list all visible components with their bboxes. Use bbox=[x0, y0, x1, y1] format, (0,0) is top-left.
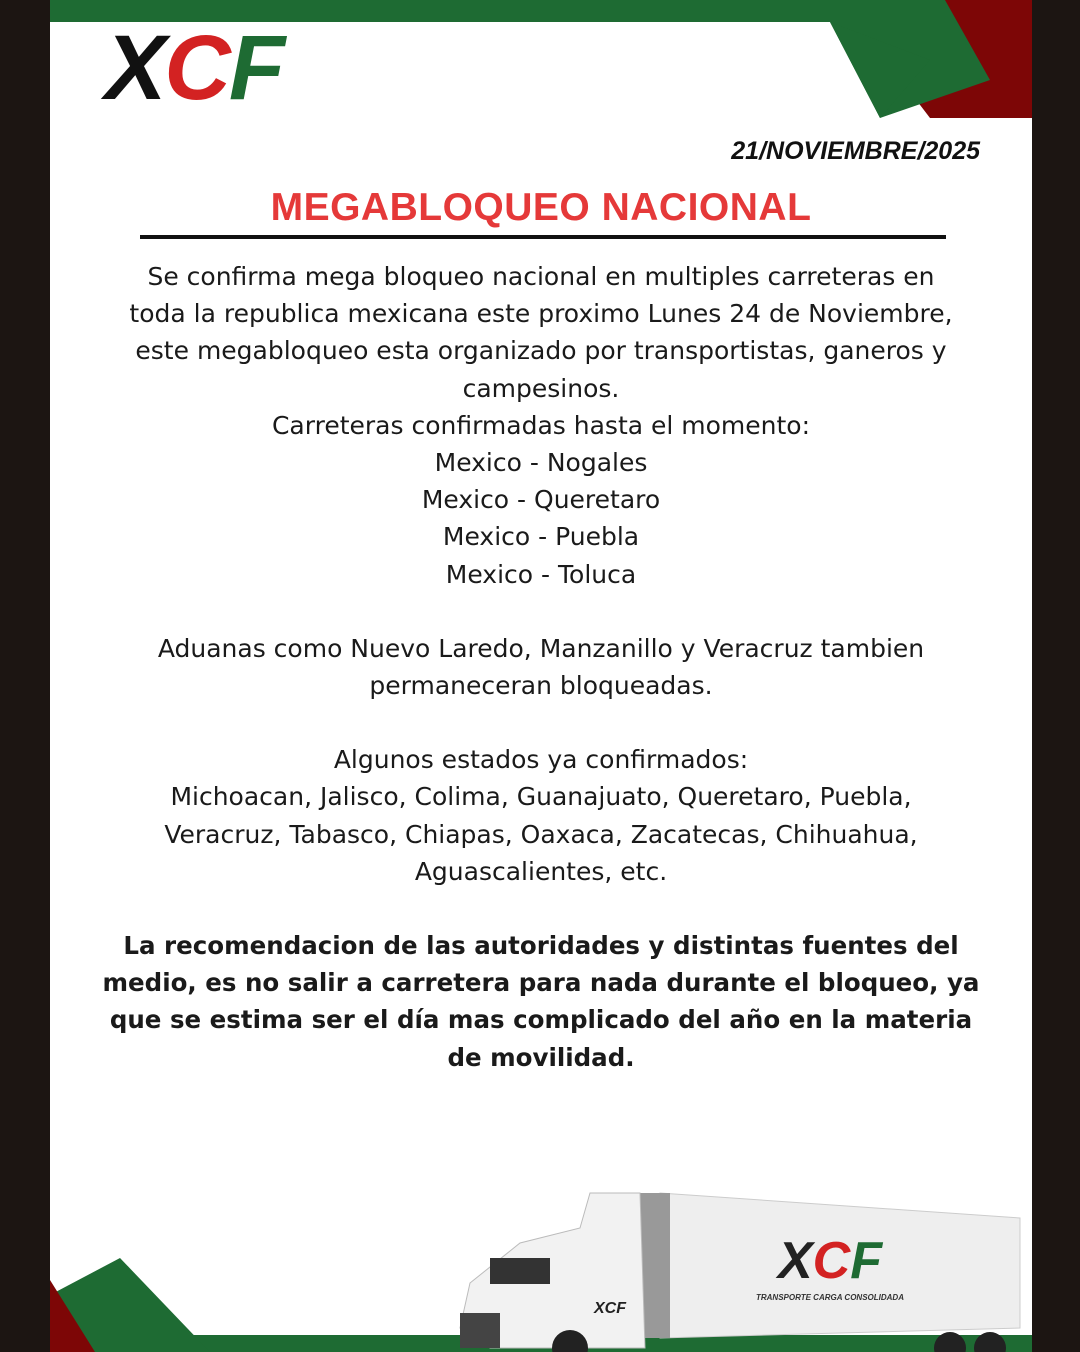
cab-logo: XCF bbox=[594, 1300, 626, 1317]
xcf-logo: XCF bbox=[105, 17, 284, 119]
recommendation-line: medio, es no salir a carretera para nada durante el bloqueo, ya bbox=[102, 968, 980, 998]
recommendation-line: que se estima ser el día mas complicado del año en la materia bbox=[109, 1005, 973, 1035]
roads-heading: Carreteras confirmadas hasta el momento: bbox=[271, 410, 811, 440]
text-line: Se confirma mega bloqueo nacional en multiples carreteras en bbox=[147, 262, 935, 291]
text-line: Veracruz, Tabasco, Chiapas, Oaxaca, Zacatecas, Chihuahua, bbox=[164, 819, 918, 849]
recommendation-line: de movilidad. bbox=[447, 1042, 635, 1072]
text-line: toda la republica mexicana este proximo Lunes 24 de Noviembre, bbox=[129, 299, 953, 329]
text-line: Michoacan, Jalisco, Colima, Guanajuato, Queretaro, Puebla, bbox=[170, 782, 912, 812]
truck-logo: XCF bbox=[777, 1232, 883, 1290]
road-item: Mexico - Nogales bbox=[434, 448, 648, 478]
truck-illustration bbox=[430, 1188, 1030, 1352]
text-line: campesinos. bbox=[462, 373, 620, 403]
recommendation-line: La recomendacion de las autoridades y distintas fuentes del bbox=[123, 931, 959, 961]
date: 21/NOVIEMBRE/2025 bbox=[731, 137, 980, 165]
flyer bbox=[50, 0, 1032, 1352]
title-divider bbox=[140, 235, 946, 239]
truck-tagline: TRANSPORTE CARGA CONSOLIDADA bbox=[755, 1293, 905, 1302]
states-heading: Algunos estados ya confirmados: bbox=[333, 745, 749, 775]
road-item: Mexico - Toluca bbox=[445, 559, 637, 589]
body-text bbox=[80, 258, 1002, 1076]
page-title: MEGABLOQUEO NACIONAL bbox=[270, 186, 812, 229]
road-item: Mexico - Puebla bbox=[442, 522, 640, 552]
text-line: Aduanas como Nuevo Laredo, Manzanillo y Veracruz tambien bbox=[157, 633, 925, 663]
text-line: Aguascalientes, etc. bbox=[414, 856, 668, 886]
text-line: permaneceran bloqueadas. bbox=[369, 671, 713, 701]
text-line: este megabloqueo esta organizado por transportistas, ganeros y bbox=[135, 336, 947, 366]
road-item: Mexico - Queretaro bbox=[421, 485, 661, 515]
